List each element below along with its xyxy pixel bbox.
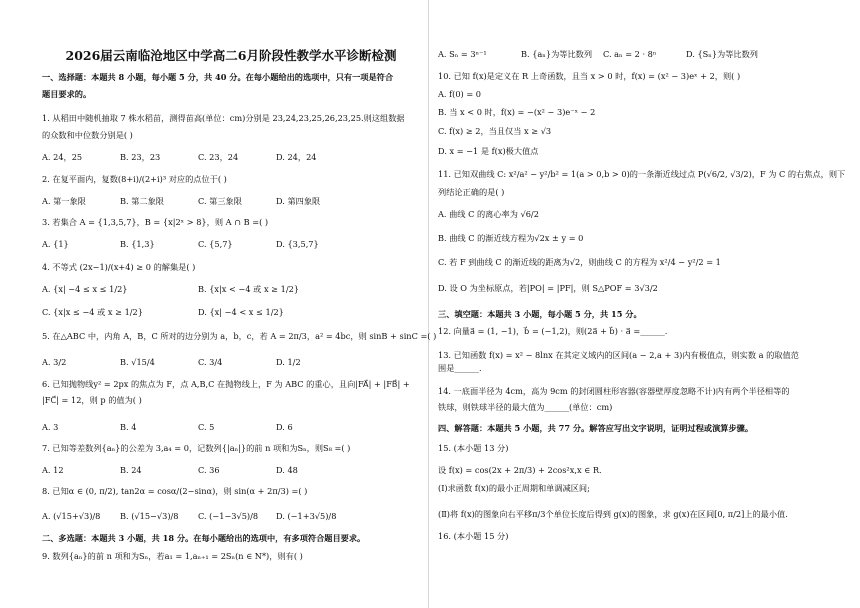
option-row xyxy=(42,465,420,477)
answer-option: D. {Sₙ}为等比数列 xyxy=(686,49,758,59)
answer-option: B. √15/4 xyxy=(120,357,155,367)
question-line: 铁球，则铁球半径的最大值为______(单位：cm) xyxy=(438,402,613,412)
question-line: 设 f(x) = cos(2x + 2π/3) + 2cos²x,x ∈ R. xyxy=(438,465,602,475)
question-line: 围是______. xyxy=(438,363,482,373)
option-row xyxy=(438,49,830,61)
option-row xyxy=(42,239,420,251)
answer-option: A. {x| −4 ≤ x ≤ 1/2} xyxy=(42,284,128,294)
question-line: (Ⅱ)将 f(x)的图象向右平移π/3个单位长度后得到 g(x)的图象，求 g(x)在区间[0, π/2]上的最小值. xyxy=(438,509,788,519)
option-row xyxy=(42,422,420,434)
question-line: 1. 从稻田中随机抽取 7 株水稻苗，测得苗高(单位：cm)分别是 23,24,23,25,26,23,25.则这组数据 xyxy=(42,113,405,123)
question-line: 9. 数列{aₙ}的前 n 项和为Sₙ，若a₁ = 1,aₙ₊₁ = 2Sₙ(n ∈ N*)，则有( ) xyxy=(42,551,303,561)
question-line: B. 当 x < 0 时，f(x) = −(x² − 3)e⁻ˣ − 2 xyxy=(438,107,596,117)
question-line: 15. (本小题 13 分) xyxy=(438,443,509,453)
answer-option: C. 第三象限 xyxy=(198,196,242,206)
section-heading: 三、填空题：本题共 3 小题，每小题 5 分，共 15 分。 xyxy=(438,309,642,319)
answer-option: A. (√15+√3)/8 xyxy=(42,511,101,521)
answer-option: D. 48 xyxy=(276,465,298,475)
question-line: 16. (本小题 15 分) xyxy=(438,531,509,541)
answer-option: C. 5 xyxy=(198,422,215,432)
column-divider xyxy=(428,0,429,608)
answer-option: C. {5,7} xyxy=(198,239,233,249)
question-line: D. 设 O 为坐标原点，若|PO| = |PF|，则 S△POF = 3√3/2 xyxy=(438,283,658,293)
answer-option: B. 23，23 xyxy=(120,152,161,162)
question-line: 7. 已知等差数列{aₙ}的公差为 3,a₄ = 0，记数列{|aₙ|}的前 n 项和为Sₙ，则S₈ =( ) xyxy=(42,443,351,453)
question-line: 6. 已知抛物线y² = 2px 的焦点为 F，点 A,B,C 在抛物线上，F 为 ABC 的重心，且向|FA⃗| + |FB⃗| + xyxy=(42,379,410,389)
section-heading: 二、多选题：本题共 3 小题，共 18 分。在每小题给出的选项中，有多项符合题目要求。 xyxy=(42,533,366,543)
option-row xyxy=(42,152,420,164)
question-line: (Ⅰ)求函数 f(x)的最小正周期和单调减区间; xyxy=(438,483,590,493)
option-row xyxy=(42,307,420,319)
answer-option: D. {x| −4 < x ≤ 1/2} xyxy=(198,307,284,317)
question-line: D. x = −1 是 f(x)极大值点 xyxy=(438,146,539,156)
question-line: A. 曲线 C 的离心率为 √6/2 xyxy=(438,209,539,219)
question-line: 11. 已知双曲线 C: x²/a² − y²/b² = 1(a > 0,b > 0)的一条渐近线过点 P(√6/2, √3/2)，F 为 C 的右焦点，则下 xyxy=(438,169,846,179)
section-heading: 题目要求的。 xyxy=(42,89,92,99)
answer-option: B. {aₙ}为等比数列 xyxy=(521,49,593,59)
answer-option: B. 第二象限 xyxy=(120,196,164,206)
option-row xyxy=(42,284,420,296)
question-line: C. 若 F 到曲线 C 的渐近线的距离为√2，则曲线 C 的方程为 x²/4 − y²/2 = 1 xyxy=(438,257,721,267)
question-line: A. f(0) = 0 xyxy=(438,89,482,99)
answer-option: B. 24 xyxy=(120,465,142,475)
question-line: C. f(x) ≥ 2，当且仅当 x ≥ √3 xyxy=(438,126,552,136)
question-line: 的众数和中位数分别是( ) xyxy=(42,130,133,140)
question-line: 14. 一底面半径为 4cm，高为 9cm 的封闭圆柱形容器(容器壁厚度忽略不计)内有两个半径相等的 xyxy=(438,386,790,396)
answer-option: C. (−1−3√5)/8 xyxy=(198,511,259,521)
question-line: 12. 向量a⃗ = (1, −1)，b⃗ = (−1,2)，则(2a⃗ + b⃗) · a⃗ =______. xyxy=(438,326,668,336)
question-line: 5. 在△ABC 中，内角 A，B，C 所对的边分别为 a，b，c，若 A = 2π/3，a² = 4bc，则 sinB + sinC =( ) xyxy=(42,331,437,341)
question-line: 4. 不等式 (2x−1)/(x+4) ≥ 0 的解集是( ) xyxy=(42,262,196,272)
exam-title: 2026届云南临沧地区中学高二6月阶段性教学水平诊断检测 xyxy=(65,48,397,63)
answer-option: A. Sₙ = 3ⁿ⁻¹ xyxy=(438,49,487,59)
answer-option: C. aₙ = 2 · 8ⁿ xyxy=(603,49,657,59)
answer-option: D. 第四象限 xyxy=(276,196,321,206)
answer-option: B. {x|x < −4 或 x ≥ 1/2} xyxy=(198,284,300,294)
answer-option: C. 36 xyxy=(198,465,220,475)
answer-option: C. 3/4 xyxy=(198,357,223,367)
answer-option: C. 23，24 xyxy=(198,152,239,162)
question-line: B. 曲线 C 的渐近线方程为√2x ± y = 0 xyxy=(438,233,584,243)
question-line: 2. 在复平面内，复数(8+i)/(2+i)³ 对应的点位于( ) xyxy=(42,174,227,184)
answer-option: D. 6 xyxy=(276,422,293,432)
question-line: 列结论正确的是( ) xyxy=(438,187,505,197)
question-line: 3. 若集合 A = {1,3,5,7}，B = {x|2ˣ > 8}，则 A ∩ B =( ) xyxy=(42,217,269,227)
answer-option: B. (√15−√3)/8 xyxy=(120,511,179,521)
question-line: 10. 已知 f(x)是定义在 R 上奇函数，且当 x > 0 时，f(x) = (x² − 3)eˣ + 2，则( ) xyxy=(438,71,741,81)
question-line: 8. 已知α ∈ (0, π/2), tan2α = cosα/(2−sinα)，则 sin(α + 2π/3) =( ) xyxy=(42,486,308,496)
answer-option: D. 24，24 xyxy=(276,152,317,162)
answer-option: A. 第一象限 xyxy=(42,196,86,206)
option-row xyxy=(42,511,420,523)
option-row xyxy=(42,357,420,369)
answer-option: B. {1,3} xyxy=(120,239,155,249)
answer-option: A. {1} xyxy=(42,239,69,249)
answer-option: D. (−1+3√5)/8 xyxy=(276,511,337,521)
answer-option: D. {3,5,7} xyxy=(276,239,319,249)
answer-option: A. 24，25 xyxy=(42,152,83,162)
section-heading: 一、选择题：本题共 8 小题，每小题 5 分，共 40 分。在每小题给出的选项中，只有一项是符合 xyxy=(42,72,394,82)
question-line: 13. 已知函数 f(x) = x² − 8lnx 在其定义域内的区间(a − 2,a + 3)内有极值点，则实数 a 的取值范 xyxy=(438,350,799,360)
answer-option: D. 1/2 xyxy=(276,357,301,367)
answer-option: A. 3 xyxy=(42,422,59,432)
question-line: |FC⃗| = 12，则 p 的值为( ) xyxy=(42,395,142,405)
answer-option: B. 4 xyxy=(120,422,137,432)
answer-option: A. 12 xyxy=(42,465,64,475)
section-heading: 四、解答题：本题共 5 小题，共 77 分。解答应写出文字说明，证明过程或演算步骤。 xyxy=(438,423,754,433)
answer-option: A. 3/2 xyxy=(42,357,67,367)
option-row xyxy=(42,196,420,208)
answer-option: C. {x|x ≤ −4 或 x ≥ 1/2} xyxy=(42,307,143,317)
